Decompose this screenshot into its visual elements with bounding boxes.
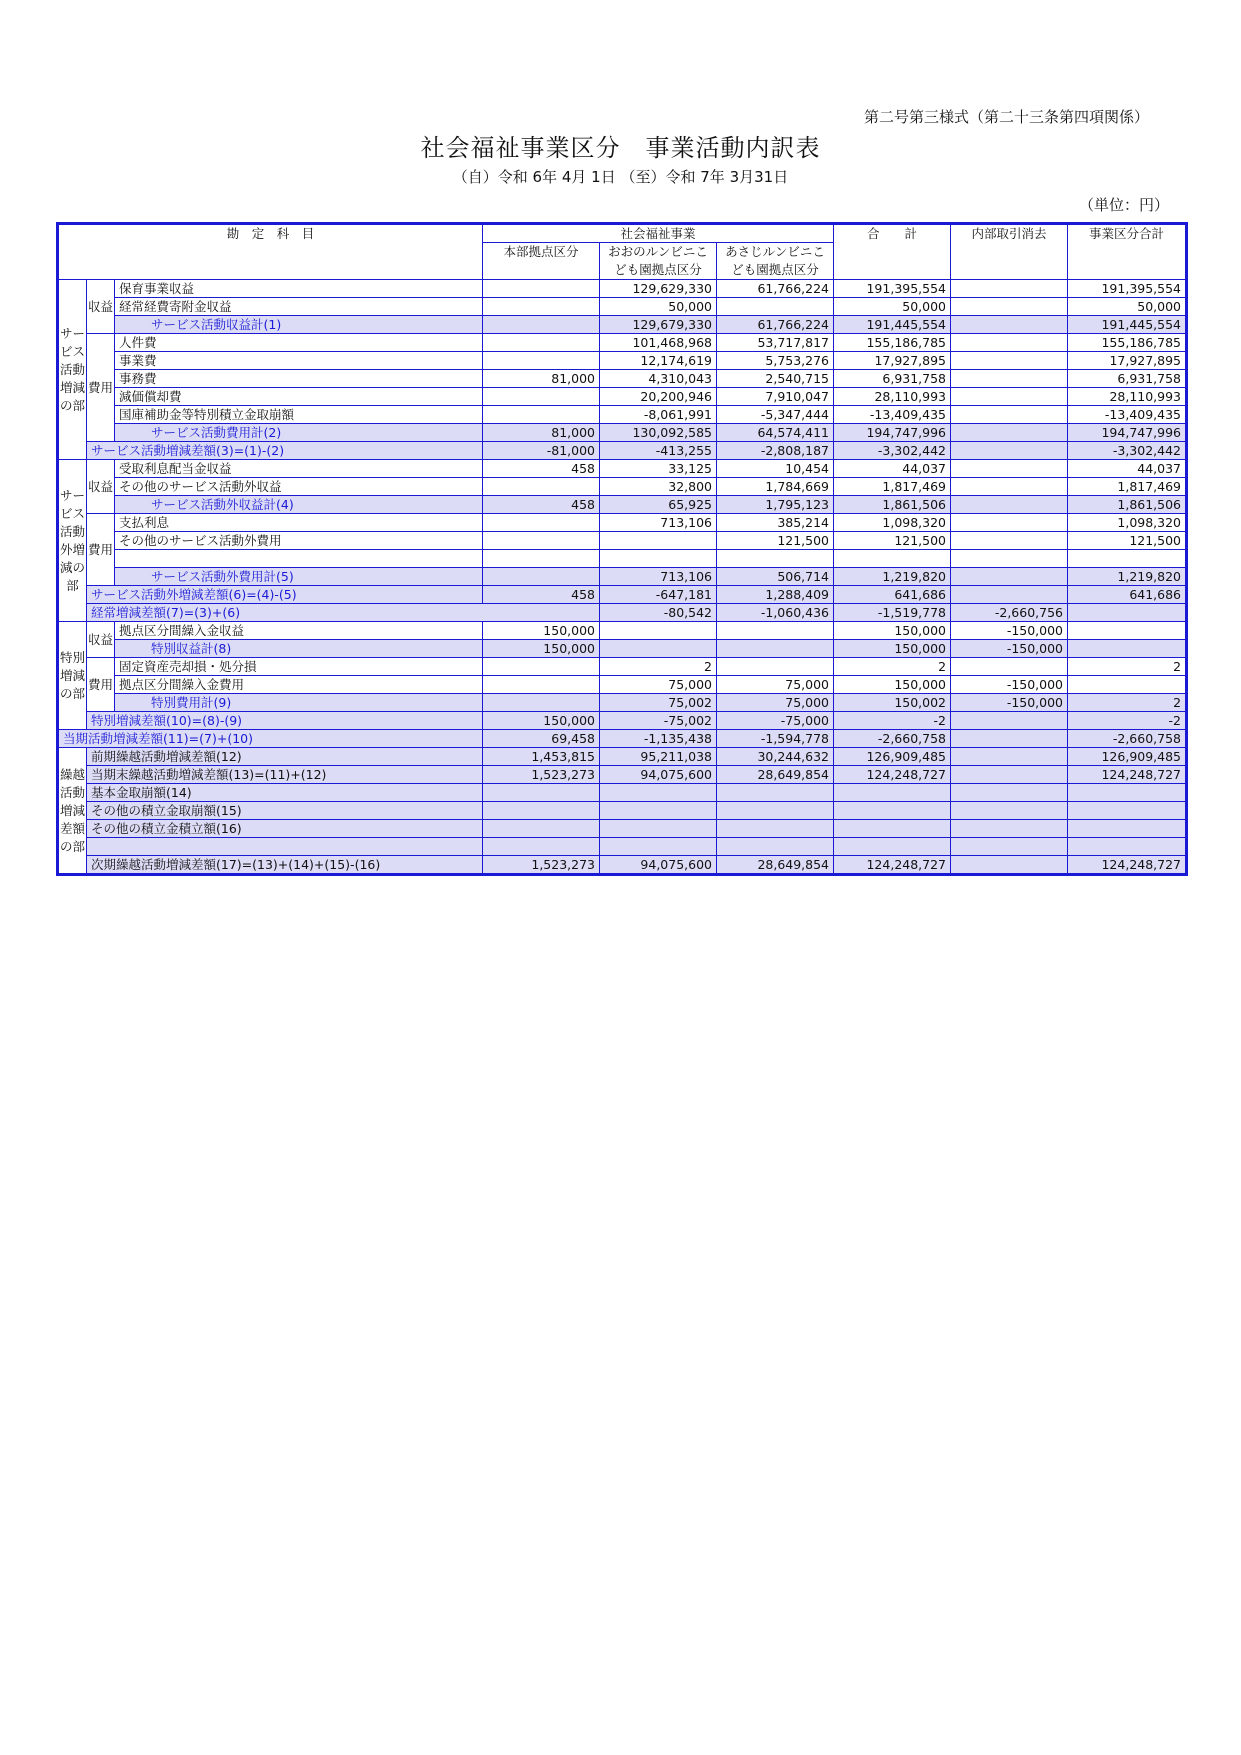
row-label: 次期繰越活動増減差額(17)=(13)+(14)+(15)-(16) <box>87 856 483 874</box>
row-label: 事務費 <box>115 370 483 388</box>
value-cell: 121,500 <box>834 532 951 550</box>
value-cell <box>483 352 600 370</box>
value-cell <box>483 568 600 586</box>
table-row <box>59 820 1186 838</box>
value-cell: 1,288,409 <box>717 586 834 604</box>
value-cell: 713,106 <box>600 568 717 586</box>
value-cell: 1,453,815 <box>483 748 600 766</box>
value-cell: -150,000 <box>951 622 1068 640</box>
value-cell: -647,181 <box>600 586 717 604</box>
empty-cell <box>600 838 717 856</box>
value-cell: 155,186,785 <box>1068 334 1186 352</box>
value-cell: 458 <box>483 586 600 604</box>
value-cell <box>483 658 600 676</box>
value-cell: 155,186,785 <box>834 334 951 352</box>
table-row <box>59 514 1186 532</box>
empty-cell <box>951 838 1068 856</box>
value-cell <box>483 676 600 694</box>
value-cell: 191,445,554 <box>1068 316 1186 334</box>
value-cell: 506,714 <box>717 568 834 586</box>
value-cell: 641,686 <box>1068 586 1186 604</box>
value-cell <box>951 298 1068 316</box>
value-cell: 150,000 <box>483 640 600 658</box>
table-row <box>59 496 1186 514</box>
row-label: その他の積立金積立額(16) <box>87 820 483 838</box>
table-row <box>59 406 1186 424</box>
table-row <box>59 352 1186 370</box>
value-cell: 194,747,996 <box>834 424 951 442</box>
value-cell: -2 <box>1068 712 1186 730</box>
value-cell <box>483 298 600 316</box>
value-cell <box>600 640 717 658</box>
value-cell <box>1068 604 1186 622</box>
header-division-total: 事業区分合計 <box>1068 225 1186 280</box>
table-row <box>59 532 1186 550</box>
empty-cell <box>834 838 951 856</box>
form-reference: 第二号第三様式（第二十三条第四項関係） <box>863 108 1149 126</box>
header-col2: おおのルンビニこども園拠点区分 <box>600 243 717 280</box>
value-cell: 95,211,038 <box>600 748 717 766</box>
document-title: 社会福祉事業区分 事業活動内訳表 <box>420 134 821 162</box>
value-cell <box>717 622 834 640</box>
value-cell: -13,409,435 <box>834 406 951 424</box>
value-cell <box>951 730 1068 748</box>
value-cell <box>717 784 834 802</box>
row-label: サービス活動増減差額(3)=(1)-(2) <box>87 442 483 460</box>
value-cell: 130,092,585 <box>600 424 717 442</box>
row-label: 国庫補助金等特別積立金取崩額 <box>115 406 483 424</box>
value-cell: 126,909,485 <box>1068 748 1186 766</box>
value-cell <box>600 622 717 640</box>
value-cell <box>600 784 717 802</box>
value-cell: 28,649,854 <box>717 856 834 874</box>
value-cell <box>951 352 1068 370</box>
row-label: 受取利息配当金収益 <box>115 460 483 478</box>
row-label: 拠点区分間繰入金費用 <box>115 676 483 694</box>
table-row <box>59 388 1186 406</box>
header-total: 合 計 <box>834 225 951 280</box>
value-cell: 458 <box>483 496 600 514</box>
value-cell: 1,523,273 <box>483 856 600 874</box>
value-cell: 61,766,224 <box>717 280 834 298</box>
value-cell: -2,660,758 <box>1068 730 1186 748</box>
value-cell <box>483 316 600 334</box>
table-row <box>59 334 1186 352</box>
value-cell <box>717 802 834 820</box>
value-cell <box>951 280 1068 298</box>
table-row <box>59 838 1186 856</box>
value-cell: 150,000 <box>834 676 951 694</box>
value-cell: 1,861,506 <box>1068 496 1186 514</box>
header-group: 社会福祉事業 <box>483 225 834 243</box>
value-cell: 458 <box>483 460 600 478</box>
value-cell: 6,931,758 <box>1068 370 1186 388</box>
row-label: 経常増減差額(7)=(3)+(6) <box>87 604 600 622</box>
section-label: サービス活動増減の部 <box>59 280 87 460</box>
value-cell: 126,909,485 <box>834 748 951 766</box>
value-cell: 69,458 <box>483 730 600 748</box>
value-cell <box>951 820 1068 838</box>
value-cell: 150,000 <box>834 622 951 640</box>
value-cell <box>951 712 1068 730</box>
value-cell <box>483 406 600 424</box>
value-cell <box>1068 622 1186 640</box>
value-cell: 150,000 <box>483 712 600 730</box>
value-cell: -150,000 <box>951 694 1068 712</box>
value-cell: 385,214 <box>717 514 834 532</box>
value-cell: 50,000 <box>834 298 951 316</box>
empty-cell <box>717 550 834 568</box>
table-row <box>59 604 1186 622</box>
value-cell: -2,660,758 <box>834 730 951 748</box>
value-cell: 124,248,727 <box>834 856 951 874</box>
empty-cell <box>483 838 600 856</box>
value-cell: -75,002 <box>600 712 717 730</box>
value-cell <box>1068 784 1186 802</box>
value-cell: 12,174,619 <box>600 352 717 370</box>
table-row <box>59 748 1186 766</box>
value-cell: -75,000 <box>717 712 834 730</box>
table-row <box>59 370 1186 388</box>
value-cell <box>483 802 600 820</box>
value-cell: 129,629,330 <box>600 280 717 298</box>
section-label: 繰越活動増減差額の部 <box>59 748 87 874</box>
value-cell: 17,927,895 <box>1068 352 1186 370</box>
value-cell: -1,519,778 <box>834 604 951 622</box>
empty-cell <box>1068 838 1186 856</box>
row-label: 経常経費寄附金収益 <box>115 298 483 316</box>
value-cell: 641,686 <box>834 586 951 604</box>
value-cell: 53,717,817 <box>717 334 834 352</box>
row-label: 特別費用計(9) <box>115 694 483 712</box>
value-cell <box>600 820 717 838</box>
table-row <box>59 442 1186 460</box>
value-cell: -2,808,187 <box>717 442 834 460</box>
value-cell: 191,445,554 <box>834 316 951 334</box>
table-row <box>59 712 1186 730</box>
value-cell <box>951 406 1068 424</box>
value-cell: 124,248,727 <box>834 766 951 784</box>
value-cell: 28,110,993 <box>1068 388 1186 406</box>
value-cell: 2 <box>1068 658 1186 676</box>
empty-cell <box>951 550 1068 568</box>
value-cell <box>483 694 600 712</box>
value-cell <box>951 388 1068 406</box>
value-cell: 150,000 <box>483 622 600 640</box>
row-label: 支払利息 <box>115 514 483 532</box>
value-cell <box>483 784 600 802</box>
value-cell <box>951 658 1068 676</box>
value-cell: 33,125 <box>600 460 717 478</box>
value-cell <box>717 298 834 316</box>
value-cell: 1,817,469 <box>834 478 951 496</box>
value-cell <box>483 514 600 532</box>
value-cell: 101,468,968 <box>600 334 717 352</box>
value-cell: -150,000 <box>951 640 1068 658</box>
value-cell: 28,649,854 <box>717 766 834 784</box>
value-cell: 129,679,330 <box>600 316 717 334</box>
value-cell: -1,594,778 <box>717 730 834 748</box>
value-cell: 5,753,276 <box>717 352 834 370</box>
value-cell: 32,800 <box>600 478 717 496</box>
value-cell: 44,037 <box>1068 460 1186 478</box>
value-cell: 81,000 <box>483 424 600 442</box>
value-cell: 150,002 <box>834 694 951 712</box>
table-row <box>59 856 1186 874</box>
table-row <box>59 730 1186 748</box>
table-row <box>59 550 1186 568</box>
value-cell <box>834 802 951 820</box>
value-cell <box>483 478 600 496</box>
value-cell: 30,244,632 <box>717 748 834 766</box>
value-cell: 7,910,047 <box>717 388 834 406</box>
header-row-1 <box>59 225 1186 243</box>
table-row <box>59 766 1186 784</box>
value-cell: 10,454 <box>717 460 834 478</box>
value-cell: -80,542 <box>600 604 717 622</box>
value-cell <box>951 316 1068 334</box>
row-label: 人件費 <box>115 334 483 352</box>
value-cell: -2,660,756 <box>951 604 1068 622</box>
value-cell: 1,219,820 <box>1068 568 1186 586</box>
row-label: 減価償却費 <box>115 388 483 406</box>
value-cell: 94,075,600 <box>600 856 717 874</box>
value-cell: -150,000 <box>951 676 1068 694</box>
value-cell: 50,000 <box>1068 298 1186 316</box>
value-cell: -5,347,444 <box>717 406 834 424</box>
row-label: 特別収益計(8) <box>115 640 483 658</box>
row-label: その他のサービス活動外収益 <box>115 478 483 496</box>
table-row <box>59 586 1186 604</box>
unit-label: （単位：円） <box>1078 196 1169 214</box>
value-cell: -1,060,436 <box>717 604 834 622</box>
value-cell <box>951 442 1068 460</box>
header-internal: 内部取引消去 <box>951 225 1068 280</box>
value-cell <box>483 388 600 406</box>
value-cell: 191,395,554 <box>834 280 951 298</box>
value-cell <box>600 802 717 820</box>
value-cell: 1,098,320 <box>834 514 951 532</box>
header-account: 勘 定 科 目 <box>59 225 483 280</box>
value-cell <box>951 370 1068 388</box>
empty-cell <box>87 838 483 856</box>
value-cell: -1,135,438 <box>600 730 717 748</box>
value-cell <box>1068 802 1186 820</box>
value-cell: 121,500 <box>717 532 834 550</box>
section-label: 収益 <box>87 460 115 514</box>
table-row <box>59 694 1186 712</box>
value-cell: 28,110,993 <box>834 388 951 406</box>
table-row <box>59 460 1186 478</box>
value-cell: 150,000 <box>834 640 951 658</box>
value-cell <box>834 784 951 802</box>
value-cell: 124,248,727 <box>1068 766 1186 784</box>
table-row <box>59 640 1186 658</box>
value-cell <box>1068 640 1186 658</box>
value-cell: 2 <box>834 658 951 676</box>
value-cell: 1,523,273 <box>483 766 600 784</box>
value-cell <box>1068 820 1186 838</box>
value-cell <box>951 856 1068 874</box>
row-label: その他のサービス活動外費用 <box>115 532 483 550</box>
table-row <box>59 568 1186 586</box>
table-row <box>59 802 1186 820</box>
value-cell: 61,766,224 <box>717 316 834 334</box>
row-label: 当期末繰越活動増減差額(13)=(11)+(12) <box>87 766 483 784</box>
value-cell <box>951 478 1068 496</box>
row-label: 拠点区分間繰入金収益 <box>115 622 483 640</box>
value-cell: 64,574,411 <box>717 424 834 442</box>
value-cell <box>951 586 1068 604</box>
value-cell: 6,931,758 <box>834 370 951 388</box>
empty-cell <box>717 838 834 856</box>
empty-cell <box>115 550 483 568</box>
value-cell: 44,037 <box>834 460 951 478</box>
value-cell: -13,409,435 <box>1068 406 1186 424</box>
value-cell: 17,927,895 <box>834 352 951 370</box>
table-row <box>59 784 1186 802</box>
value-cell: 2 <box>1068 694 1186 712</box>
value-cell <box>951 748 1068 766</box>
value-cell: 75,002 <box>600 694 717 712</box>
value-cell <box>951 568 1068 586</box>
empty-cell <box>1068 550 1186 568</box>
section-label: 収益 <box>87 280 115 334</box>
value-cell: 191,395,554 <box>1068 280 1186 298</box>
empty-cell <box>483 550 600 568</box>
value-cell: 4,310,043 <box>600 370 717 388</box>
value-cell <box>483 280 600 298</box>
row-label: サービス活動費用計(2) <box>115 424 483 442</box>
row-label: 前期繰越活動増減差額(12) <box>87 748 483 766</box>
table-row <box>59 478 1186 496</box>
value-cell <box>951 802 1068 820</box>
row-label: 特別増減差額(10)=(8)-(9) <box>87 712 483 730</box>
value-cell <box>717 820 834 838</box>
value-cell: 1,219,820 <box>834 568 951 586</box>
table-row <box>59 316 1186 334</box>
value-cell: 50,000 <box>600 298 717 316</box>
table-row <box>59 658 1186 676</box>
value-cell: 713,106 <box>600 514 717 532</box>
value-cell: -3,302,442 <box>834 442 951 460</box>
row-label: サービス活動外収益計(4) <box>115 496 483 514</box>
value-cell <box>483 820 600 838</box>
row-label: その他の積立金取崩額(15) <box>87 802 483 820</box>
value-cell <box>483 532 600 550</box>
table-row <box>59 280 1186 298</box>
value-cell <box>1068 676 1186 694</box>
header-col3: あさじルンビニこども園拠点区分 <box>717 243 834 280</box>
value-cell <box>951 334 1068 352</box>
table-row <box>59 424 1186 442</box>
empty-cell <box>600 550 717 568</box>
section-label: 費用 <box>87 658 115 712</box>
value-cell: 194,747,996 <box>1068 424 1186 442</box>
value-cell: 94,075,600 <box>600 766 717 784</box>
value-cell <box>951 460 1068 478</box>
row-label: サービス活動外増減差額(6)=(4)-(5) <box>87 586 483 604</box>
header-col1: 本部拠点区分 <box>483 243 600 280</box>
value-cell <box>951 424 1068 442</box>
value-cell <box>951 766 1068 784</box>
row-label: サービス活動収益計(1) <box>115 316 483 334</box>
row-label: 固定資産売却損・処分損 <box>115 658 483 676</box>
row-label: 保育事業収益 <box>115 280 483 298</box>
value-cell <box>951 496 1068 514</box>
value-cell: 1,817,469 <box>1068 478 1186 496</box>
section-label: 特別増減の部 <box>59 622 87 730</box>
value-cell <box>951 532 1068 550</box>
value-cell: 65,925 <box>600 496 717 514</box>
value-cell: 2 <box>600 658 717 676</box>
value-cell: 20,200,946 <box>600 388 717 406</box>
row-label: 基本金取崩額(14) <box>87 784 483 802</box>
table-row <box>59 298 1186 316</box>
section-label: 費用 <box>87 514 115 586</box>
row-label: 事業費 <box>115 352 483 370</box>
value-cell: 1,784,669 <box>717 478 834 496</box>
value-cell: -413,255 <box>600 442 717 460</box>
value-cell <box>600 532 717 550</box>
value-cell: -2 <box>834 712 951 730</box>
value-cell <box>717 658 834 676</box>
value-cell: 1,098,320 <box>1068 514 1186 532</box>
section-label: サービス活動外増減の部 <box>59 460 87 622</box>
section-label: 費用 <box>87 334 115 442</box>
value-cell: 124,248,727 <box>1068 856 1186 874</box>
activity-breakdown-table <box>58 224 1186 874</box>
row-label: 当期活動増減差額(11)=(7)+(10) <box>59 730 483 748</box>
row-label: サービス活動外費用計(5) <box>115 568 483 586</box>
value-cell <box>834 820 951 838</box>
value-cell <box>717 640 834 658</box>
table-row <box>59 676 1186 694</box>
value-cell: 81,000 <box>483 370 600 388</box>
value-cell: -81,000 <box>483 442 600 460</box>
value-cell: 75,000 <box>717 676 834 694</box>
value-cell: 121,500 <box>1068 532 1186 550</box>
value-cell <box>951 784 1068 802</box>
value-cell: 1,795,123 <box>717 496 834 514</box>
value-cell: 75,000 <box>600 676 717 694</box>
value-cell: 2,540,715 <box>717 370 834 388</box>
value-cell <box>483 334 600 352</box>
value-cell: -3,302,442 <box>1068 442 1186 460</box>
value-cell: 75,000 <box>717 694 834 712</box>
value-cell: -8,061,991 <box>600 406 717 424</box>
table-row <box>59 622 1186 640</box>
fiscal-period: （自）令和 6年 4月 1日 （至）令和 7年 3月31日 <box>452 168 789 186</box>
value-cell: 1,861,506 <box>834 496 951 514</box>
empty-cell <box>834 550 951 568</box>
value-cell <box>951 514 1068 532</box>
section-label: 収益 <box>87 622 115 658</box>
